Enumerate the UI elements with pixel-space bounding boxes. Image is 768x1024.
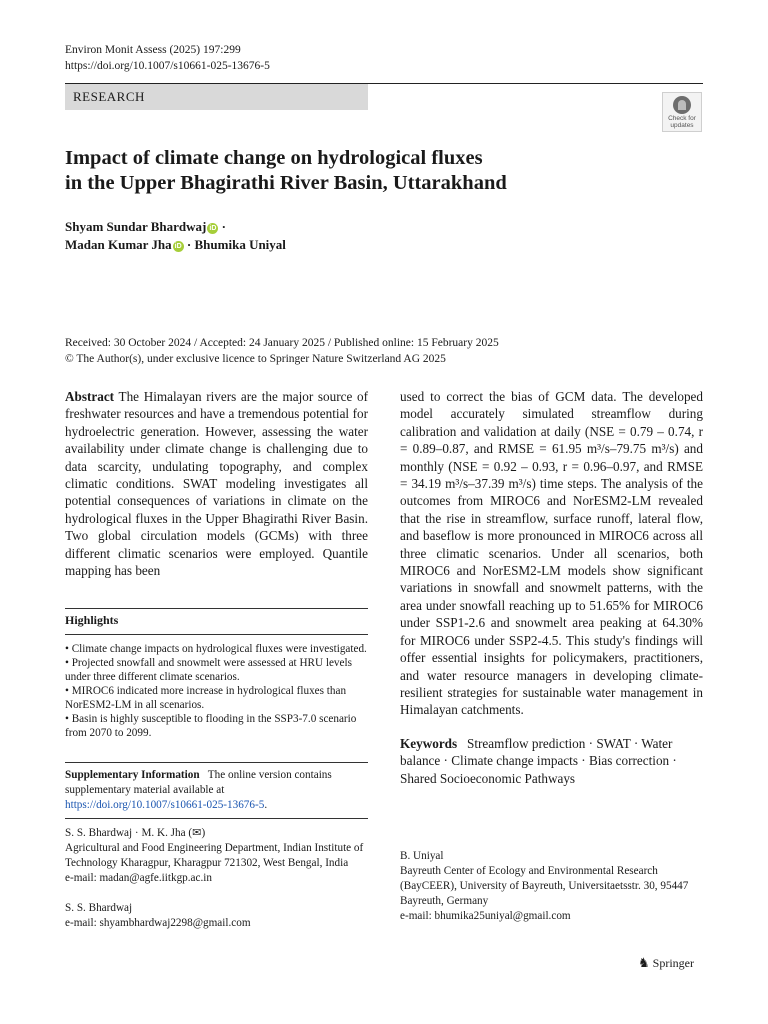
abstract-right	[400, 388, 703, 719]
publisher-logo	[638, 955, 694, 971]
affiliation-2	[65, 901, 368, 931]
orcid-icon[interactable]: iD	[209, 225, 217, 232]
abstract-label: Abstract	[65, 389, 115, 404]
supp-link[interactable]: https://doi.org/10.1007/s10661-025-13676-5	[65, 799, 265, 811]
affiliation-3	[400, 849, 703, 924]
supp-end: .	[264, 799, 268, 811]
author-2[interactable]: Madan Kumar Jha	[65, 237, 172, 252]
affiliation-rule	[65, 818, 368, 819]
author-1[interactable]: Shyam Sundar Bhardwaj	[65, 219, 207, 234]
supplementary-info	[65, 768, 368, 813]
highlights-title: Highlights	[65, 613, 119, 627]
abstract-left	[65, 388, 368, 579]
keywords-text: Streamflow prediction · SWAT · Water balance · Climate change impacts · Bias correction · Shared Socioeconomic Pathways	[400, 736, 677, 786]
springer-horse-icon: ♞	[638, 955, 650, 970]
highlight-item: • Climate change impacts on hydrological fluxes were investigated.	[65, 643, 367, 655]
check-updates-label: Check for updates	[668, 115, 696, 129]
check-for-updates-button[interactable]	[662, 92, 702, 132]
dates-line: Received: 30 October 2024 / Accepted: 24 January 2025 / Published online: 15 February 2025	[65, 337, 499, 349]
aff1-names: S. S. Bhardwaj · M. K. Jha (✉)	[65, 827, 206, 839]
aff3-email[interactable]: e-mail: bhumika25uniyal@gmail.com	[400, 910, 571, 922]
author-list: Shyam Sundar Bhardwaj iD · Madan Kumar Jha iD · Bhumika Uniyal	[65, 219, 286, 252]
highlight-item: • MIROC6 indicated more increase in hydrological fluxes than NorESM2-LM in all scenarios.	[65, 685, 347, 711]
title-line-1: Impact of climate change on hydrological fluxes	[65, 147, 483, 169]
title-line-2: in the Upper Bhagirathi River Basin, Uttarakhand	[65, 172, 507, 194]
supp-label: Supplementary Information	[65, 769, 200, 781]
highlight-item: • Basin is highly susceptible to flooding in the SSP3-7.0 scenario from 2070 to 2099.	[65, 713, 357, 739]
copyright-line: © The Author(s), under exclusive licence to Springer Nature Switzerland AG 2025	[65, 353, 446, 365]
aff3-dept: Bayreuth Center of Ecology and Environmental Research (BayCEER), University of Bayreuth, Universitaetsstr. 30, 95447 Bayreuth, Germany	[400, 865, 689, 907]
highlights-top-rule	[65, 608, 368, 609]
article-type-badge: RESEARCH	[65, 84, 368, 110]
aff3-name: B. Uniyal	[400, 850, 444, 862]
orcid-icon[interactable]: iD	[174, 243, 182, 250]
publisher-name: Springer	[652, 956, 694, 970]
keywords-label: Keywords	[400, 736, 458, 751]
affiliation-1	[65, 826, 368, 886]
article-title	[65, 146, 705, 196]
highlights-list	[65, 642, 368, 740]
supp-text: The online version contains supplementary material available at	[65, 769, 332, 796]
abstract-text-left: The Himalayan rivers are the major source of freshwater resources and have a tremendous potential for hydroelectric generation. However, assessing the water availability under climate change is challenging due to data scarcity, undulating topography, and complex climatic conditions. SWAT modeling investigates all potential consequences of variations in climate on the hydrological fluxes in the Upper Bhagirathi River Basin. Two global circulation models (GCMs) with three different climatic scenarios were employed. Quantile mapping has been	[65, 389, 368, 579]
aff1-email[interactable]: e-mail: madan@agfe.iitkgp.ac.in	[65, 872, 212, 884]
aff1-dept: Agricultural and Food Engineering Department, Indian Institute of Technology Kharagpur, Kharagpur 721302, West Bengal, India	[65, 842, 364, 869]
highlight-item: • Projected snowfall and snowmelt were assessed at HRU levels under three different climate scenarios.	[65, 657, 352, 683]
journal-citation	[65, 42, 270, 74]
abstract-text-right: used to correct the bias of GCM data. The developed model accurately simulated streamflow during calibration and validation at daily (NSE = 0.79 – 0.74, r = 0.89–0.87, and RMSE = 61.95 m³/s–79.75 m³/s) and monthly (NSE = 0.92 – 0.93, r = 0.96–0.97, and RMSE = 34.19 m³/s–37.39 m³/s) time steps. The analysis of the outcomes from MIROC6 and NorESM2-LM revealed that the rise in streamflow, surface runoff, lateral flow, and baseflow is more pronounced in MIROC6 across all three climatic scenarios. Under all scenarios, both MIROC6 and NorESM2-LM models show significant variations in snowfall and snowmelt patterns, with the area under snowfall reaching up to 51.65% for MIROC6 under SSP1-2.6 and snowmelt area peaking at 64.30% for MIROC6 under SSP2-4.5. This study's findings will offer essential insights for policymakers, practitioners, and water resource managers in developing climate-resilient strategies for sustainable water management in Himalayan catchments.	[400, 389, 703, 718]
journal-line: Environ Monit Assess (2025) 197:299	[65, 44, 241, 56]
aff2-email[interactable]: e-mail: shyambhardwaj2298@gmail.com	[65, 917, 251, 929]
author-3[interactable]: Bhumika Uniyal	[194, 237, 286, 252]
supp-top-rule	[65, 762, 368, 763]
doi-link[interactable]: https://doi.org/10.1007/s10661-025-13676-5	[65, 60, 270, 72]
aff2-name: S. S. Bhardwaj	[65, 902, 133, 914]
highlights-title-rule	[65, 634, 368, 635]
check-updates-icon	[673, 96, 691, 114]
keywords	[400, 735, 703, 787]
publication-dates	[65, 335, 499, 367]
